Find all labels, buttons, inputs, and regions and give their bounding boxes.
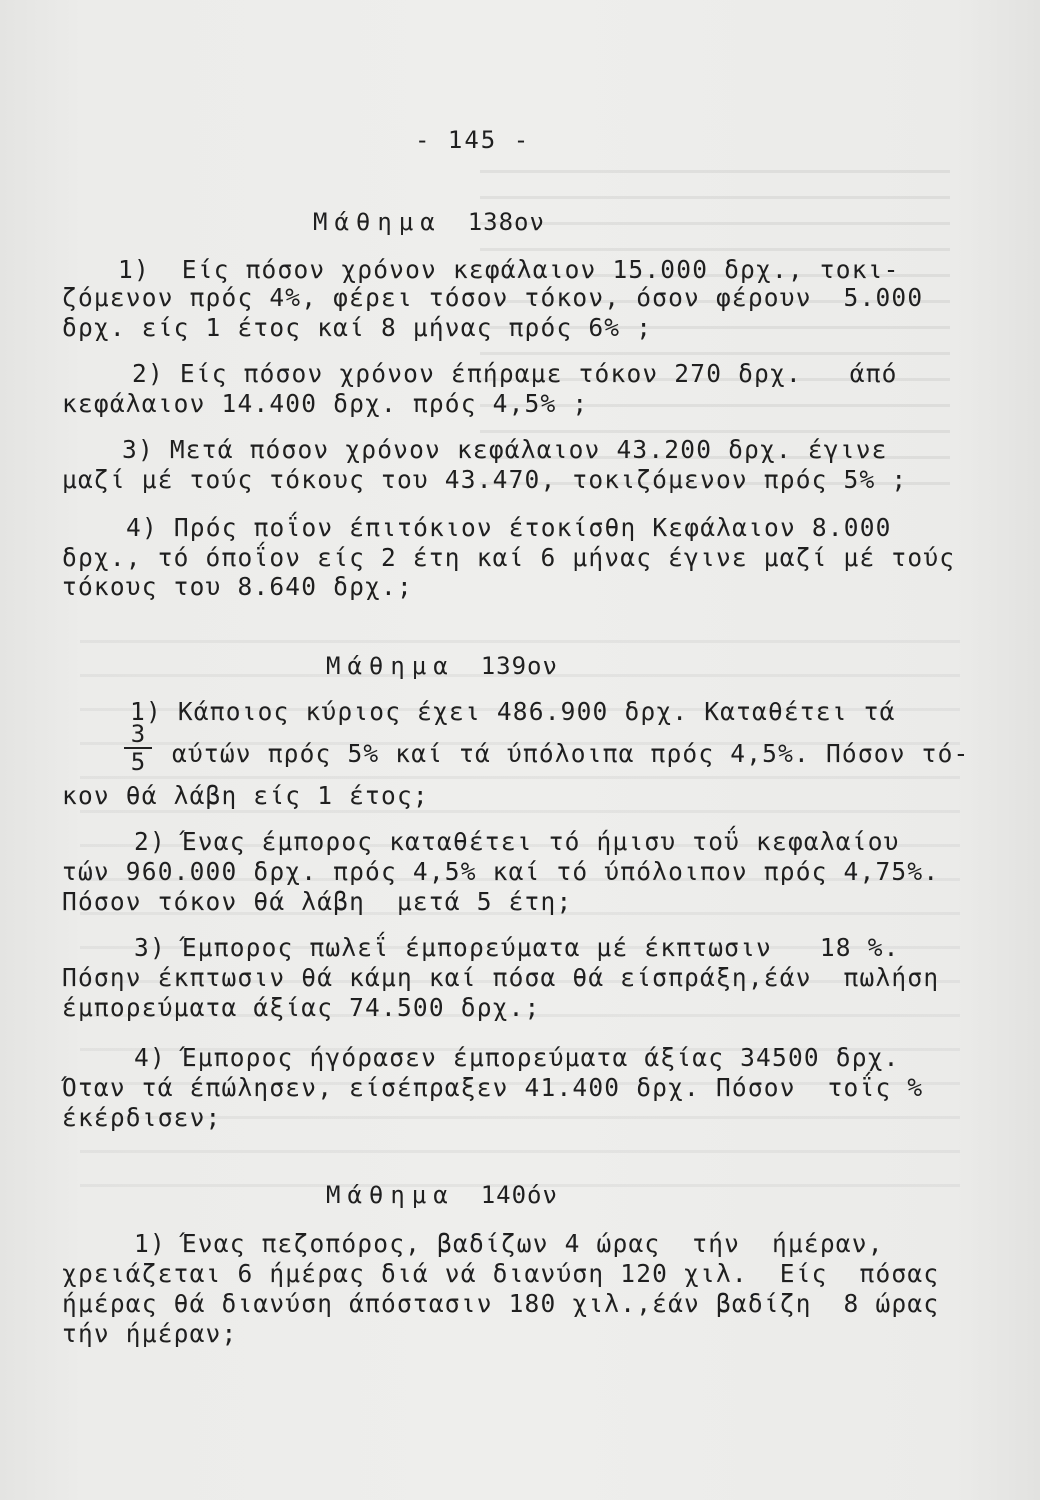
page-number: - 145 - — [415, 126, 531, 154]
exercise-line: 1) Ένας πεζοπόρος, βαδίζων 4 ώρας τήν ήμέραν, — [134, 1229, 884, 1258]
exercise-line: έκέρδισεν; — [62, 1103, 222, 1132]
exercise-line: ζόμενον πρός 4%, φέρει τόσον τόκον, όσον φέρουν 5.000 — [62, 283, 924, 312]
exercise-line: χρειάζεται 6 ήμέρας διά νά διανύση 120 χιλ. Είς πόσας — [62, 1259, 940, 1288]
lesson-heading-word: Μάθημα — [326, 652, 455, 680]
lesson-heading — [313, 208, 545, 236]
exercise-line: 1) Είς πόσον χρόνον κεφάλαιον 15.000 δρχ., τοκι- — [118, 255, 900, 284]
exercise-line: κον θά λάβη είς 1 έτος; — [62, 781, 429, 810]
lesson-heading-number: 139ον — [480, 652, 558, 680]
exercise-line: Όταν τά έπώλησεν, είσέπραξεν 41.400 δρχ. Πόσον τοΐς % — [62, 1073, 924, 1102]
exercise-line: έμπορεύματα άξίας 74.500 δρχ.; — [62, 993, 541, 1022]
exercise-line: 4) Πρός ποΐον έπιτόκιον έτοκίσθη Κεφάλαιον 8.000 — [126, 513, 892, 542]
exercise-line: ήμέρας θά διανύση άπόστασιν 180 χιλ.,έάν βαδίζη 8 ώρας — [62, 1289, 940, 1318]
exercise-line: κεφάλαιον 14.400 δρχ. πρός 4,5% ; — [62, 389, 589, 418]
lesson-heading — [326, 652, 558, 680]
exercise-line: δρχ. είς 1 έτος καί 8 μήνας πρός 6% ; — [62, 313, 653, 342]
exercise-line: 2) Ένας έμπορος καταθέτει τό ήμισυ τοΰ κεφαλαίου — [134, 827, 900, 856]
exercise-line: 2) Είς πόσον χρόνον έπήραμε τόκον 270 δρχ. άπό — [132, 359, 898, 388]
exercise-line: 1) Κάποιος κύριος έχει 486.900 δρχ. Καταθέτει τά — [130, 697, 896, 726]
exercise-line: 4) Έμπορος ήγόρασεν έμπορεύματα άξίας 34500 δρχ. — [134, 1043, 900, 1072]
fraction-denominator: 5 — [130, 748, 146, 776]
exercise-line: τόκους του 8.640 δρχ.; — [62, 572, 413, 601]
exercise-line: αύτών πρός 5% καί τά ύπόλοιπα πρός 4,5%. Πόσον τό- — [172, 739, 970, 768]
exercise-line: τών 960.000 δρχ. πρός 4,5% καί τό ύπόλοιπον πρός 4,75%. — [62, 857, 940, 886]
exercise-line: 3) Μετά πόσον χρόνον κεφάλαιον 43.200 δρχ. έγινε — [122, 435, 888, 464]
exercise-line: 3) Έμπορος πωλεΐ έμπορεύματα μέ έκπτωσιν 18 %. — [134, 933, 900, 962]
fraction-numerator: 3 — [130, 720, 146, 748]
lesson-heading — [326, 1181, 558, 1209]
lesson-heading-number: 138ον — [467, 208, 545, 236]
fraction-three-fifths — [124, 722, 152, 774]
lesson-heading-word: Μάθημα — [313, 208, 442, 236]
lesson-heading-word: Μάθημα — [326, 1181, 455, 1209]
exercise-line: Πόσον τόκον θά λάβη μετά 5 έτη; — [62, 887, 573, 916]
exercise-line: Πόσην έκπτωσιν θά κάμη καί πόσα θά είσπράξη,έάν πωλήση — [62, 963, 940, 992]
exercise-line: μαζί μέ τούς τόκους του 43.470, τοκιζόμενον πρός 5% ; — [62, 465, 908, 494]
exercise-line: τήν ήμέραν; — [62, 1319, 238, 1348]
lesson-heading-number: 140όν — [480, 1181, 558, 1209]
exercise-line: δρχ., τό όποΐον είς 2 έτη καί 6 μήνας έγινε μαζί μέ τούς — [62, 543, 956, 572]
